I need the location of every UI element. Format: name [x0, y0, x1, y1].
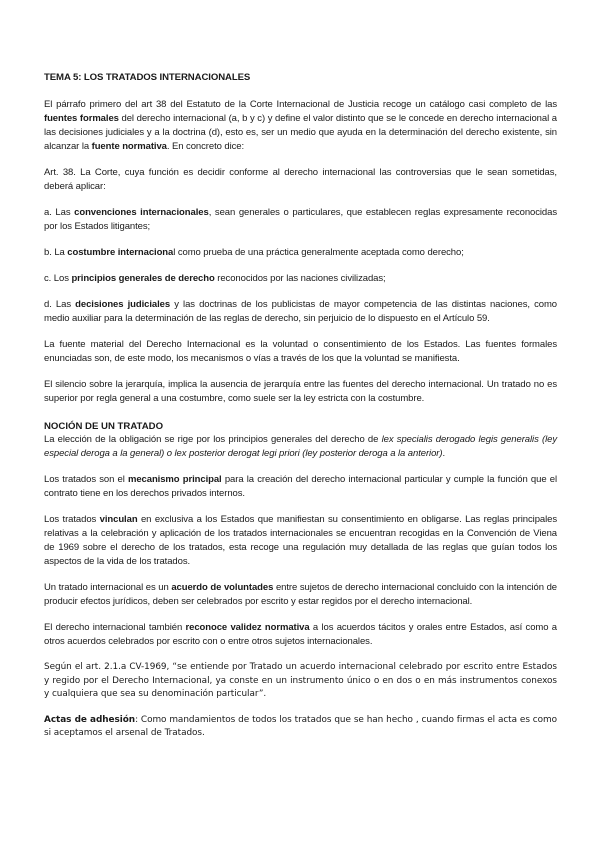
text: en exclusiva a los Estados que manifiestan su consentimiento en obligarse. Las reglas principales relativas a la celebración y aplicación de los tratados internacionales se encuentran recogidas en la Convención de Viena de 1969 sobre el derecho de los tratados, esta recoge una regulación muy detallada de las reglas que guían todos los aspectos de la vida de los tratados.: [44, 514, 557, 567]
bold-term: mecanismo principal: [127, 474, 222, 485]
bold-term: convenciones internacionales: [74, 207, 209, 218]
document-page: [44, 72, 557, 753]
text: c. Los: [44, 273, 72, 284]
paragraph-actas: [44, 714, 557, 741]
text: l como prueba de una práctica generalmente aceptada como derecho;: [173, 247, 464, 258]
bold-term: reconoce validez normativa: [185, 622, 310, 633]
bold-term: principios generales de derecho: [71, 273, 215, 284]
paragraph-acuerdo: [44, 581, 557, 609]
text: : Como mandamientos de todos los tratados que se han hecho , cuando firmas el acta es como si aceptamos el arsenal de Tratados.: [44, 714, 557, 739]
section-heading: NOCIÓN DE UN TRATADO: [44, 421, 164, 432]
text: Un tratado internacional es un: [44, 582, 172, 593]
text: El derecho internacional también: [44, 622, 186, 633]
text: , sean generales o particulares, que establecen reglas expresamente reconocidas por los Estados litigantes;: [44, 207, 558, 232]
text: para la creación del derecho internacional particular y cumple la función que el contrato tiene en los derechos privados internos.: [44, 474, 558, 499]
paragraph-cv1969: Según el art. 2.1.a CV-1969, “se entiende por Tratado un acuerdo internacional celebrado por escrito entre Estados y regido por el Derecho Internacional, ya conste en un instrumento único o en dos o en más instrumentos conexos y cualquiera que sea su denominación particular”.: [44, 662, 557, 700]
text: reconocidos por las naciones civilizadas;: [214, 273, 386, 284]
text: d. Las: [44, 299, 76, 310]
paragraph-fuente-material: La fuente material del Derecho Internacional es la voluntad o consentimiento de los Estados. Las fuentes formales enunciadas son, de este modo, los mecanismos o vías a través de los que la voluntad se manifiesta.: [44, 339, 557, 364]
text: a. Las: [44, 207, 75, 218]
text: La elección de la obligación se rige por los principios generales del derecho de: [44, 434, 382, 445]
paragraph-validez: [44, 621, 557, 649]
text: del derecho internacional (a, b y c) y define el valor distinto que se le concede en derecho internacional a las decisiones judiciales y a la doctrina (d), esto es, ser un medio que ayuda en la determinación del derecho existente, sin alcanzar la: [44, 113, 557, 152]
italic-text: lex specialis derogado legis generalis (ley especial deroga a la general) o lex posterior derogat legi priori (ley posterior deroga a la anterior): [44, 434, 557, 459]
text: El párrafo primero del art 38 del Estatuto de la Corte Internacional de Justicia recoge un catálogo casi completo de las: [44, 99, 557, 110]
bold-term: vinculan: [99, 514, 138, 525]
paragraph-item-b: [44, 246, 557, 260]
paragraph-item-a: [44, 206, 557, 234]
bold-term: fuente normativa: [91, 141, 167, 152]
text: entre sujetos de derecho internacional concluido con la intención de producir efectos jurídicos, deben ser celebrados por escrito y estar regidos por el derecho internacional.: [44, 582, 557, 607]
text: y las doctrinas de los publicistas de mayor competencia de las distintas naciones, como medio auxiliar para la determinación de las reglas de derecho, sin perjuicio de lo dispuesto en el Artículo 59.: [44, 299, 557, 324]
text: Los tratados son el: [44, 474, 128, 485]
bold-term: fuentes formales: [44, 113, 119, 124]
bold-term: decisiones judiciales: [75, 299, 171, 310]
paragraph-jerarquia: El silencio sobre la jerarquía, implica la ausencia de jerarquía entre las fuentes del derecho internacional. Un tratado no es superior por regla general a una costumbre, como suele ser la ley estricta con la costumbre.: [44, 379, 557, 404]
bold-term: Actas de adhesión: [44, 714, 136, 725]
paragraph-vinculan: [44, 513, 557, 569]
bold-term: costumbre internaciona: [67, 247, 174, 258]
document-title: TEMA 5: LOS TRATADOS INTERNACIONALES: [44, 72, 251, 83]
paragraph-mecanismo: [44, 473, 557, 501]
bold-term: acuerdo de voluntades: [171, 582, 274, 593]
paragraph-art38: Art. 38. La Corte, cuya función es decidir conforme al derecho internacional las controversias que le sean sometidas, deberá aplicar:: [44, 167, 557, 192]
text: Los tratados: [44, 514, 100, 525]
paragraph-eleccion: [44, 433, 557, 461]
text: .: [442, 448, 446, 459]
text: . En concreto dice:: [166, 141, 245, 152]
text: a los acuerdos tácitos y orales entre Estados, así como a otros acuerdos celebrados por escrito con o entre otros sujetos internacionales.: [44, 622, 557, 647]
paragraph-item-c: [44, 272, 557, 286]
paragraph-item-d: [44, 298, 557, 326]
text: b. La: [44, 247, 68, 258]
paragraph-intro: [44, 98, 557, 154]
